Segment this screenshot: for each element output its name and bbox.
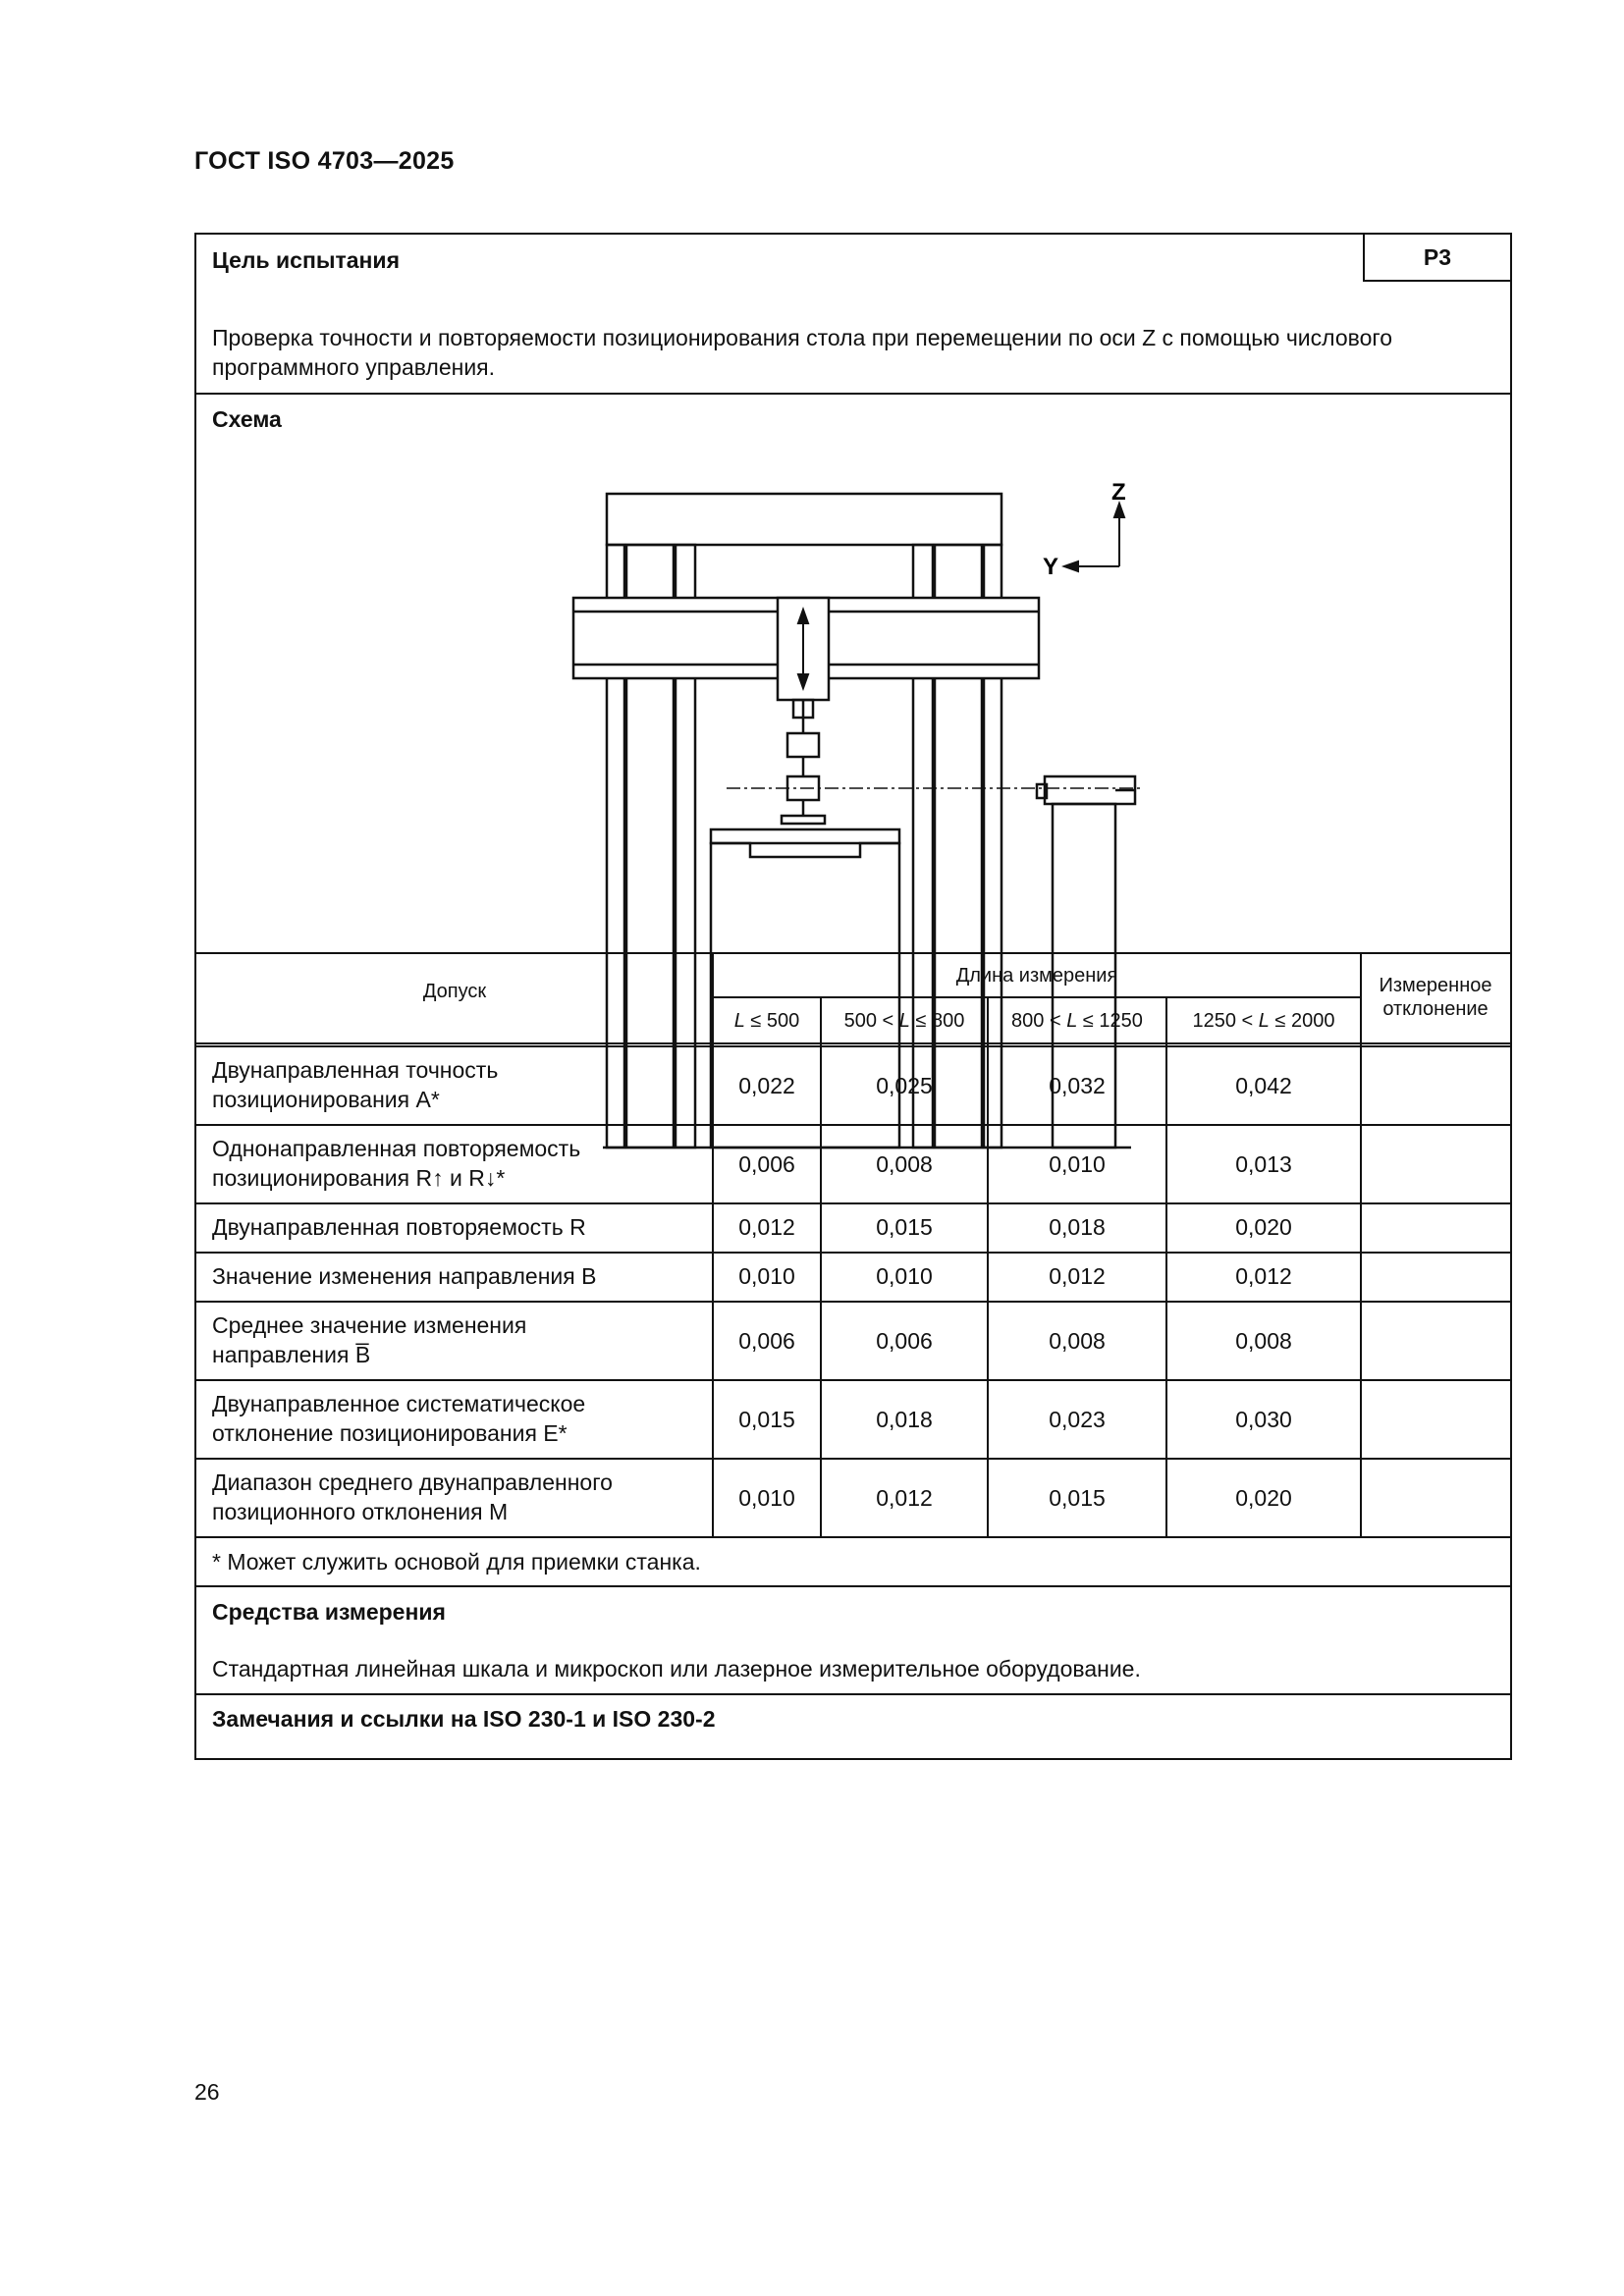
scheme-label: Схема [212, 406, 282, 432]
row-5-value-3: 0,008 [1049, 1328, 1106, 1354]
row-3-label: Двунаправленная повторяемость R [212, 1214, 586, 1240]
row-4-value-2: 0,010 [876, 1263, 933, 1289]
row-6-label-line1: Двунаправленное систематическое [212, 1391, 586, 1416]
notes-label: Замечания и ссылки на ISO 230-1 и ISO 230-2 [212, 1706, 716, 1732]
row-2-label-line1: Однонаправленная повторяемость [212, 1136, 581, 1161]
range-header-2: 500 < L ≤ 800 [843, 1010, 965, 1032]
row-7-value-4: 0,020 [1235, 1485, 1292, 1511]
purpose-label: Цель испытания [212, 247, 400, 273]
row-6-value-4: 0,030 [1235, 1407, 1292, 1432]
row-4-label: Значение изменения направления B [212, 1263, 597, 1289]
row-5-label-line1: Среднее значение изменения [212, 1312, 527, 1338]
range-header-4: 1250 < L ≤ 2000 [1192, 1010, 1335, 1032]
row-6-label-line2: отклонение позиционирования E* [212, 1420, 568, 1446]
range-header-3: 800 < L ≤ 1250 [1011, 1010, 1143, 1032]
row-3-value-1: 0,012 [738, 1214, 795, 1240]
row-4-value-1: 0,010 [738, 1263, 795, 1289]
col-measured-header-line2: отклонение [1382, 998, 1489, 1020]
row-7-value-2: 0,012 [876, 1485, 933, 1511]
row-6-value-1: 0,015 [738, 1407, 795, 1432]
row-3-value-2: 0,015 [876, 1214, 933, 1240]
row-3-value-3: 0,018 [1049, 1214, 1106, 1240]
row-1-value-4: 0,042 [1235, 1073, 1292, 1098]
row-1-value-3: 0,032 [1049, 1073, 1106, 1098]
row-4-value-3: 0,012 [1049, 1263, 1106, 1289]
row-5-value-4: 0,008 [1235, 1328, 1292, 1354]
test-code: P3 [1363, 233, 1512, 282]
test-sheet [194, 233, 1512, 1760]
instruments-label: Средства измерения [212, 1599, 446, 1625]
row-5-value-1: 0,006 [738, 1328, 795, 1354]
row-6-value-2: 0,018 [876, 1407, 933, 1432]
purpose-text-line2: программного управления. [212, 354, 496, 380]
axis-y-label: Y [1043, 554, 1059, 580]
instruments-text: Стандартная линейная шкала и микроскоп или лазерное измерительное оборудование. [212, 1656, 1141, 1682]
purpose-text-line1: Проверка точности и повторяемости позиционирования стола при перемещении по оси Z с помощью числового [212, 325, 1393, 350]
document-header: ГОСТ ISO 4703—2025 [194, 147, 455, 175]
axis-z-label: Z [1111, 479, 1126, 506]
row-5-value-2: 0,006 [876, 1328, 933, 1354]
row-1-value-2: 0,025 [876, 1073, 933, 1098]
row-2-value-4: 0,013 [1235, 1151, 1292, 1177]
table-footnote: * Может служить основой для приемки станка. [212, 1549, 701, 1575]
row-3-value-4: 0,020 [1235, 1214, 1292, 1240]
col-measured-header-line1: Измеренное [1379, 975, 1492, 996]
row-1-label-line1: Двунаправленная точность [212, 1057, 499, 1083]
row-7-value-3: 0,015 [1049, 1485, 1106, 1511]
row-4-value-4: 0,012 [1235, 1263, 1292, 1289]
row-7-label-line1: Диапазон среднего двунаправленного [212, 1469, 613, 1495]
row-1-value-1: 0,022 [738, 1073, 795, 1098]
range-header-1: L ≤ 500 [733, 1010, 800, 1032]
row-7-label-line2: позиционного отклонения M [212, 1499, 509, 1524]
row-5-label-line2: направления B̅ [212, 1342, 371, 1367]
row-2-value-1: 0,006 [738, 1151, 795, 1177]
row-2-value-2: 0,008 [876, 1151, 933, 1177]
row-6-value-3: 0,023 [1049, 1407, 1106, 1432]
row-1-label-line2: позиционирования A* [212, 1087, 440, 1112]
row-2-value-3: 0,010 [1049, 1151, 1106, 1177]
col-tolerance-header: Допуск [422, 981, 487, 1002]
row-7-value-1: 0,010 [738, 1485, 795, 1511]
col-length-header: Длина измерения [955, 965, 1118, 987]
row-2-label-line2: позиционирования R↑ и R↓* [212, 1165, 506, 1191]
page-number: 26 [194, 2079, 220, 2105]
